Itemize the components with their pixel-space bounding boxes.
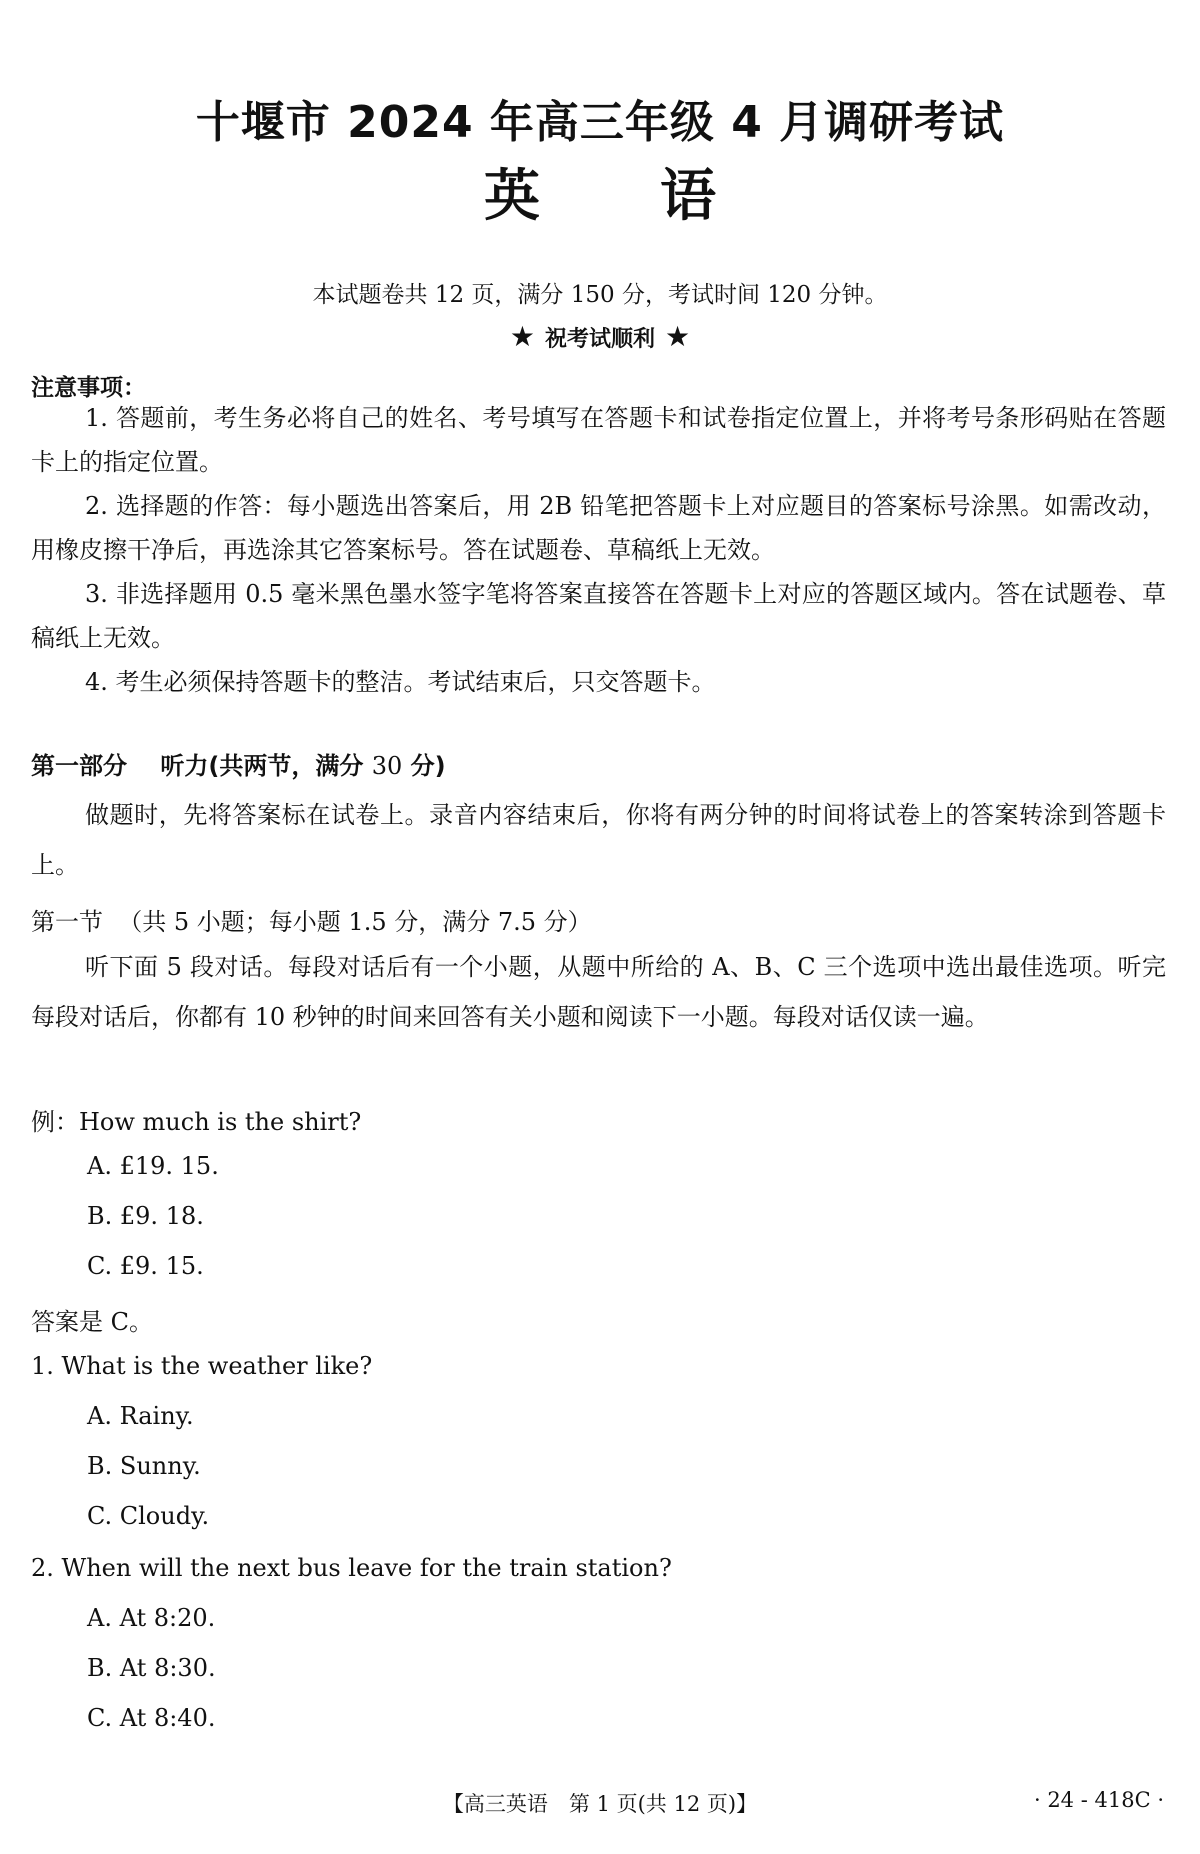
part1-score: 30 (371, 752, 403, 780)
question-1-option-b: B. Sunny. (87, 1452, 201, 1480)
page-footer: 【高三英语 第 1 页(共 12 页)】 (442, 1792, 758, 1816)
question-2-option-b: B. At 8:30. (87, 1654, 216, 1682)
star-icon: ★ (509, 320, 535, 353)
example-option-a: A. £19. 15. (87, 1152, 219, 1180)
section1-info: （共 5 小题；每小题 1.5 分，满分 7.5 分） (118, 908, 592, 936)
question-2: 2. When will the next bus leave for the train station? (31, 1554, 672, 1582)
question-2-option-a: A. At 8:20. (87, 1604, 216, 1632)
example-answer: 答案是 C。 (31, 1308, 153, 1336)
section1-heading (31, 902, 592, 937)
subject-title: 英语 (484, 164, 836, 229)
question-2-option-c: C. At 8:40. (87, 1704, 216, 1732)
notice-item-1: 1. 答题前，考生务必将自己的姓名、考号填写在答题卡和试卷指定位置上，并将考号条形码贴在答题卡上的指定位置。 (31, 404, 1166, 476)
example-option-c: C. £9. 15. (87, 1252, 204, 1280)
part1-title-suffix: 分) (402, 752, 446, 780)
question-1-option-c: C. Cloudy. (87, 1502, 210, 1530)
exam-title: 十堰市 2024 年高三年级 4 月调研考试 (195, 97, 1005, 148)
example-question: 例：How much is the shirt? (31, 1108, 362, 1136)
exam-info: 本试题卷共 12 页，满分 150 分，考试时间 120 分钟。 (312, 282, 888, 308)
blessing-line (0, 320, 1200, 353)
section1-instruction: 听下面 5 段对话。每段对话后有一个小题，从题中所给的 A、B、C 三个选项中选出最佳选项。听完每段对话后，你都有 10 秒钟的时间来回答有关小题和阅读下一小题。每段对话仅读一遍。 (31, 953, 1166, 1031)
notice-item-4: 4. 考生必须保持答题卡的整洁。考试结束后，只交答题卡。 (85, 668, 716, 696)
question-1: 1. What is the weather like? (31, 1352, 373, 1380)
notice-item-3: 3. 非选择题用 0.5 毫米黑色墨水签字笔将答案直接答在答题卡上对应的答题区域内。答在试题卷、草稿纸上无效。 (31, 580, 1166, 652)
section1-label: 第一节 (31, 908, 103, 936)
paper-code: · 24 - 418C · (1033, 1788, 1164, 1812)
star-icon: ★ (665, 320, 691, 353)
part1-instruction: 做题时，先将答案标在试卷上。录音内容结束后，你将有两分钟的时间将试卷上的答案转涂到答题卡上。 (31, 801, 1166, 879)
notice-heading: 注意事项： (31, 375, 146, 401)
notice-item-2: 2. 选择题的作答：每小题选出答案后，用 2B 铅笔把答题卡上对应题目的答案标号涂黑。如需改动，用橡皮擦干净后，再选涂其它答案标号。答在试题卷、草稿纸上无效。 (31, 492, 1166, 564)
blessing-text: 祝考试顺利 (544, 327, 655, 352)
question-1-option-a: A. Rainy. (87, 1402, 194, 1430)
part1-heading (31, 746, 446, 781)
part1-label: 第一部分 (31, 752, 127, 780)
example-option-b: B. £9. 18. (87, 1202, 204, 1230)
part1-title-prefix: 听力(共两节，满分 (160, 752, 372, 780)
